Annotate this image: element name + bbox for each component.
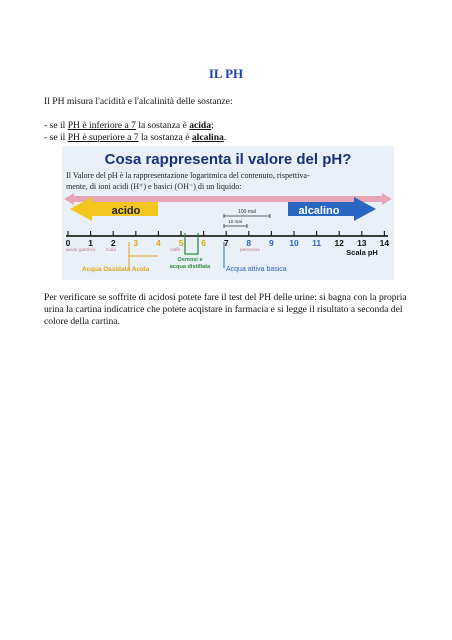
scale-number: 1 xyxy=(88,238,93,248)
figure-desc-line2: mente, di ioni acidi (H⁺) e basici (OH⁻) di un liquido: xyxy=(66,182,242,191)
scale-number: 13 xyxy=(357,238,367,248)
label-caffe: caffè xyxy=(170,248,181,253)
osmosi-label-line1: Osmosi e xyxy=(177,257,203,263)
word-alcalina: alcalina xyxy=(191,132,224,143)
link-ph-below-7[interactable]: PH è inferiore a 7 xyxy=(67,120,136,131)
scale-number: 2 xyxy=(110,238,116,248)
scale-number: 11 xyxy=(312,238,322,248)
figure-desc-line1: Il Valore del pH è la rappresentazione logaritmica del contenuto, rispettiva- xyxy=(66,171,310,180)
scale-number: 5 xyxy=(178,238,184,248)
link-ph-above-7[interactable]: PH è superiore a 7 xyxy=(67,132,139,143)
bracket-10-label: 10 mal xyxy=(228,219,242,224)
scale-ph-label: Scala pH xyxy=(346,248,378,257)
acid-water-label: Acqua Ossidata Acida xyxy=(82,266,150,273)
scale-number: 12 xyxy=(334,238,344,248)
scale-number: 10 xyxy=(289,238,299,248)
bracket-100-label: 100 mal xyxy=(238,209,256,215)
label-cola: Cola xyxy=(106,248,116,253)
scale-number: 6 xyxy=(201,238,206,248)
label-acido-gastrico: acido gastrico xyxy=(66,248,96,253)
osmosi-label-line2: acqua distillata xyxy=(169,264,211,270)
scale-number: 14 xyxy=(379,238,390,248)
basic-water-label: Acqua attiva basica xyxy=(226,266,287,273)
scale-number: 0 xyxy=(65,238,71,248)
label-pancreas: pancreas xyxy=(240,248,260,253)
bullet-alkaline: - se il PH è superiore a 7 la sostanza è alcalina. xyxy=(44,132,227,143)
scale-number: 8 xyxy=(246,238,252,248)
word-acida: acida xyxy=(189,120,212,131)
scale-number: 4 xyxy=(156,238,161,248)
acid-label: acido xyxy=(111,205,141,217)
intro-text: Il PH misura l'acidità e l'alcalinità delle sostanze: xyxy=(44,96,233,107)
scale-number: 3 xyxy=(133,238,139,248)
page-title: IL PH xyxy=(208,66,244,81)
figure-heading: Cosa rappresenta il valore del pH? xyxy=(104,151,352,168)
scale-number: 7 xyxy=(223,238,229,248)
ph-scale-figure xyxy=(62,146,394,280)
body-paragraph: Per verificare se soffrite di acidosi potete fare il test del PH delle urine: si bagna con la propria urina la cartina indicatrice che potete acqistare in farmacia e si legge il risultato a seconda del colore della cartina. xyxy=(44,292,407,327)
scale-number: 9 xyxy=(269,238,274,248)
alkaline-label: alcalino xyxy=(298,205,340,217)
scale-numbers xyxy=(66,238,390,248)
bullet-acid: - se il PH è inferiore a 7 la sostanza è acida; xyxy=(44,120,214,131)
